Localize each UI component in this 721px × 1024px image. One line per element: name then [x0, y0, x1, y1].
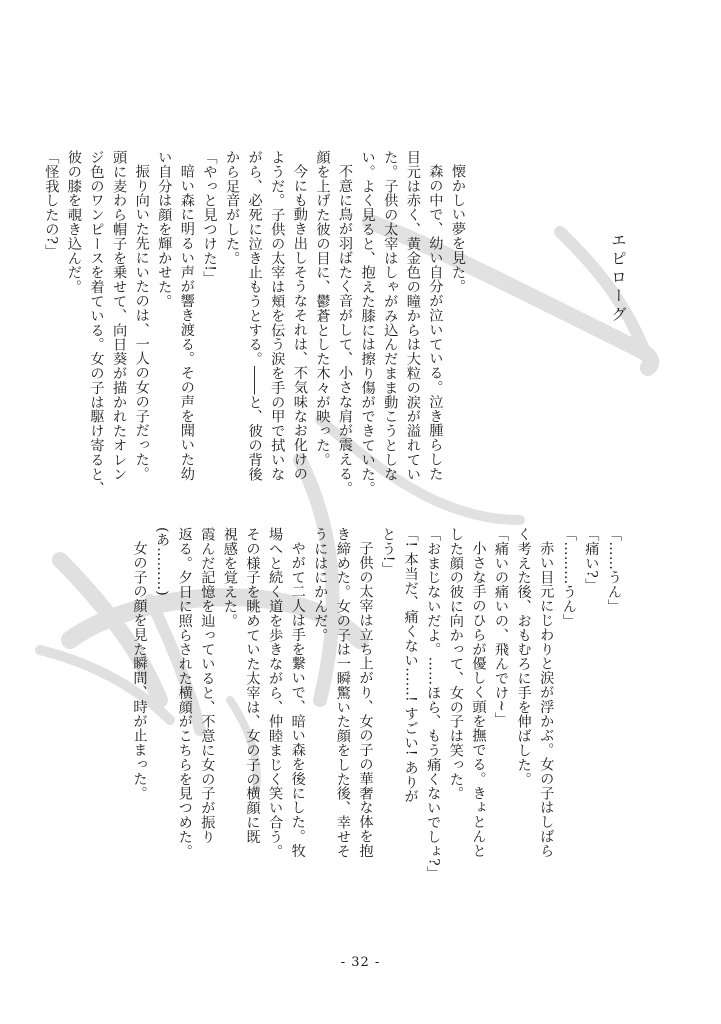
- text-line: 赤い目元にじわりと涙が浮かぶ。女の子はしばら: [538, 541, 555, 858]
- text-line: た。子供の太宰はしゃがみ込んだまま動こうとしな: [382, 150, 399, 482]
- text-line: (あ………): [154, 527, 171, 597]
- text-line: 「……うん」: [606, 527, 622, 614]
- text-line: 「やっと見つけた!」: [201, 150, 218, 286]
- text-line: がら、必死に泣き止もうとする。――と、彼の背後: [246, 150, 263, 482]
- page-number: - 32 -: [340, 955, 381, 970]
- text-line: 「おまじないだよ。……ほら、もう痛くないでしょ?」: [425, 527, 442, 881]
- text-line: 今にも動き出しそうなそれは、不気味なお化けの: [291, 164, 308, 481]
- text-line: 返る。夕日に照らされた横顔がこちらを見つめた。: [176, 527, 193, 859]
- text-line: 「怪我したの?」: [43, 150, 60, 259]
- chapter-title: エピローグ: [609, 232, 627, 325]
- text-line: 振り向いた先にいたのは、一人の女の子だった。: [133, 164, 150, 481]
- text-line: から足音がした。: [224, 150, 241, 266]
- text-line: い自分は顔を輝かせた。: [156, 150, 173, 309]
- text-line: とう!」: [380, 527, 397, 577]
- text-line: 彼の膝を覗き込んだ。: [65, 150, 82, 294]
- text-line: い。よく見ると、抱えた膝には擦り傷ができていた。: [359, 150, 376, 496]
- text-line: 「痛いの痛いの、飛んでけ~」: [493, 527, 510, 727]
- text-line: 懐かしい夢を見た。: [450, 164, 466, 294]
- lower-text-block: [128, 527, 625, 905]
- text-line: 視感を覚えた。: [221, 527, 238, 628]
- text-line: 目元は赤く、黄金色の瞳からは大粒の涙が溢れてい: [404, 150, 421, 482]
- text-line: 場へと続く道を歩きながら、仲睦まじく笑い合う。: [267, 527, 284, 859]
- text-line: 不意に鳥が羽ばたく音がして、小さな肩が震える。: [337, 164, 354, 496]
- text-line: 「………うん」: [560, 527, 577, 628]
- text-line: 頭に麦わら帽子を乗せて、向日葵が描かれたオレン: [111, 150, 128, 482]
- text-line: 暗い森に明るい声が響き渡る。その声を聞いた幼: [178, 164, 195, 481]
- text-line: 顔を上げた彼の目に、鬱蒼とした木々が映った。: [314, 150, 331, 467]
- text-line: 「痛い?」: [583, 527, 600, 593]
- text-line: き締めた。女の子は一瞬驚いた顔をした後、幸せそ: [334, 527, 351, 859]
- text-line: 「! 本当だ、痛くない……! すごい! ありが: [402, 527, 419, 804]
- text-line: 女の子の顔を見た瞬間、時が止まった。: [131, 541, 148, 801]
- text-line: 小さな手のひらが優しく頭を撫でる。きょとんと: [470, 541, 487, 858]
- text-line: ジ色のワンピースを着ている。女の子は駆け寄ると、: [88, 150, 105, 496]
- text-line: 霞んだ記憶を辿っていると、不意に女の子が振り: [199, 527, 216, 844]
- text-line: その様子を眺めていた太宰は、女の子の横顔に既: [244, 527, 261, 844]
- text-line: く考えた後、おもむろに手を伸ばした。: [515, 527, 532, 787]
- text-line: した顔の彼に向かって、女の子は笑った。: [447, 527, 464, 801]
- text-line: ようだ。子供の太宰は頬を伝う涙を手の甲で拭いな: [269, 150, 286, 482]
- upper-text-block: [40, 150, 469, 496]
- text-line: 子供の太宰は立ち上がり、女の子の華奢な体を抱: [357, 541, 374, 858]
- text-line: うにはにかんだ。: [312, 527, 329, 643]
- text-line: やがて二人は手を繋いで、暗い森を後にした。牧: [289, 541, 306, 858]
- text-line: 森の中で、幼い自分が泣いている。泣き腫らした: [427, 164, 444, 481]
